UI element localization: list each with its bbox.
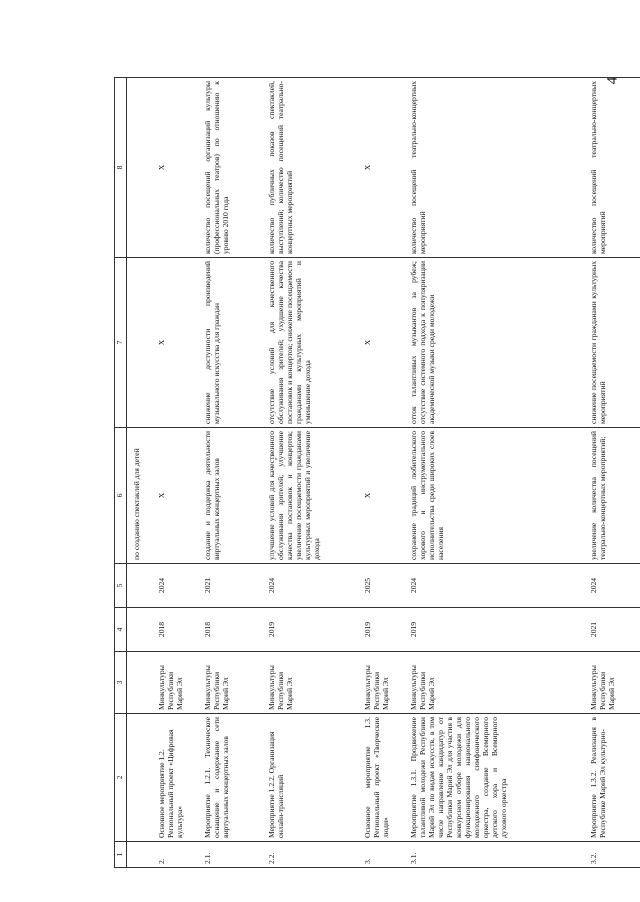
cell-num <box>126 842 152 868</box>
column-header: 5 <box>115 564 127 608</box>
cell-num: 3.1. <box>404 842 584 868</box>
cell-consequences: снижение доступности произведений музыкального искусства для граждан <box>198 258 262 428</box>
cell-indicators: Х <box>358 78 404 258</box>
cell-result: улучшение условий для качественного обслуживания зрителей; улучшение качества постановок и концертов; увеличение посещаемости гражданами культурных мероприятий и увеличение дохода <box>262 428 358 564</box>
cell-name <box>126 714 152 842</box>
cell-num: 2.1. <box>198 842 262 868</box>
table-row <box>358 78 404 868</box>
cell-executor: Минкультуры Республики Марий Эл <box>262 652 358 714</box>
cell-end: 2024 <box>584 564 640 608</box>
column-header: 1 <box>115 842 127 868</box>
cell-num: 3.2. <box>584 842 640 868</box>
cell-indicators: количество публичных показов спектаклей, выступлений; количество посещений театрально-концертных мероприятий <box>262 78 358 258</box>
cell-num: 2. <box>152 842 198 868</box>
cell-result: по созданию спектаклей для детей <box>126 428 152 564</box>
landscape-table-area <box>114 78 640 868</box>
cell-consequences: Х <box>152 258 198 428</box>
column-header: 6 <box>115 428 127 564</box>
cell-end: 2024 <box>152 564 198 608</box>
cell-num: 3. <box>358 842 404 868</box>
cell-end: 2024 <box>262 564 358 608</box>
cell-executor: Минкультуры Республики Марий Эл <box>358 652 404 714</box>
cell-indicators: количество посещений организаций культуры (профессиональных театров) по отношению к уровню 2010 года <box>198 78 262 258</box>
cell-executor: Минкультуры Республики Марий Эл <box>152 652 198 714</box>
table-row <box>262 78 358 868</box>
cell-consequences <box>126 258 152 428</box>
cell-consequences: отток талантливых музыкантов за рубеж; отсутствие системного подхода к популяризации академической музыки среди молодежи <box>404 258 584 428</box>
cell-start: 2019 <box>358 608 404 652</box>
cell-start: 2021 <box>584 608 640 652</box>
cell-end: 2021 <box>198 564 262 608</box>
cell-indicators <box>126 78 152 258</box>
cell-result: создание и поддержка деятельности виртуальных концертных залов <box>198 428 262 564</box>
column-header: 4 <box>115 608 127 652</box>
rotated-page <box>114 78 640 868</box>
column-header: 3 <box>115 652 127 714</box>
cell-indicators: количество посещений театрально-концертных мероприятий <box>584 78 640 258</box>
cell-name: Мероприятие 1.3.2. Реализация в Республике Марий Эл культурно- <box>584 714 640 842</box>
table-row <box>404 78 584 868</box>
cell-executor: Минкультуры Республики Марий Эл <box>198 652 262 714</box>
cell-name: Основное мероприятие 1.2. Региональный проект «Цифровая культура» <box>152 714 198 842</box>
cell-indicators: количество посещений театрально-концертных мероприятий <box>404 78 584 258</box>
table-row <box>198 78 262 868</box>
column-header: 8 <box>115 78 127 258</box>
cell-name: Мероприятие 1.2.2. Организация онлайн-трансляций <box>262 714 358 842</box>
page-number: 4 <box>604 76 621 85</box>
cell-result: Х <box>152 428 198 564</box>
cell-name: Мероприятие 1.3.1. Продвижение талантливой молодежи Республики Марий Эл по видам искусств, в том числе направление кандидатур от Республики Марий Эл для участия в конкурсном отборе молодежи для функционирования национального молодежного симфонического оркестра, создание Всемирного детского хора и Всемирного духового оркестра <box>404 714 584 842</box>
cell-start: 2019 <box>262 608 358 652</box>
cell-start <box>126 608 152 652</box>
table-header-row <box>115 78 127 868</box>
cell-consequences: снижение посещаемости гражданами культурных мероприятий <box>584 258 640 428</box>
column-header: 2 <box>115 714 127 842</box>
cell-consequences: отсутствие условий для качественного обслуживания зрителей; ухудшение качества постановок и концертов; снижение посещаемости гражданами культурных мероприятий и уменьшение дохода <box>262 258 358 428</box>
cell-name: Мероприятие 1.2.1. Техническое оснащение и содержание сети виртуальных концертных залов <box>198 714 262 842</box>
cell-start: 2018 <box>198 608 262 652</box>
table-row <box>126 78 152 868</box>
cell-num: 2.2. <box>262 842 358 868</box>
cell-end: 2025 <box>358 564 404 608</box>
cell-consequences: Х <box>358 258 404 428</box>
column-header: 7 <box>115 258 127 428</box>
cell-result: Х <box>358 428 404 564</box>
cell-end <box>126 564 152 608</box>
cell-indicators: Х <box>152 78 198 258</box>
cell-end: 2024 <box>404 564 584 608</box>
cell-executor <box>126 652 152 714</box>
cell-start: 2019 <box>404 608 584 652</box>
cell-result: увеличение количества посещений театрально-концертных мероприятий; <box>584 428 640 564</box>
program-measures-table <box>114 77 640 868</box>
table-row <box>584 78 640 868</box>
cell-name: Основное мероприятие 1.3. Региональный проект «Творческие люди» <box>358 714 404 842</box>
cell-start: 2018 <box>152 608 198 652</box>
cell-executor: Минкультуры Республики Марий Эл <box>404 652 584 714</box>
cell-result: сохранение традиций любительского хорового и инструментального исполнительства среди широких слоев населения <box>404 428 584 564</box>
cell-executor: Минкультуры Республики Марий Эл <box>584 652 640 714</box>
table-row <box>152 78 198 868</box>
